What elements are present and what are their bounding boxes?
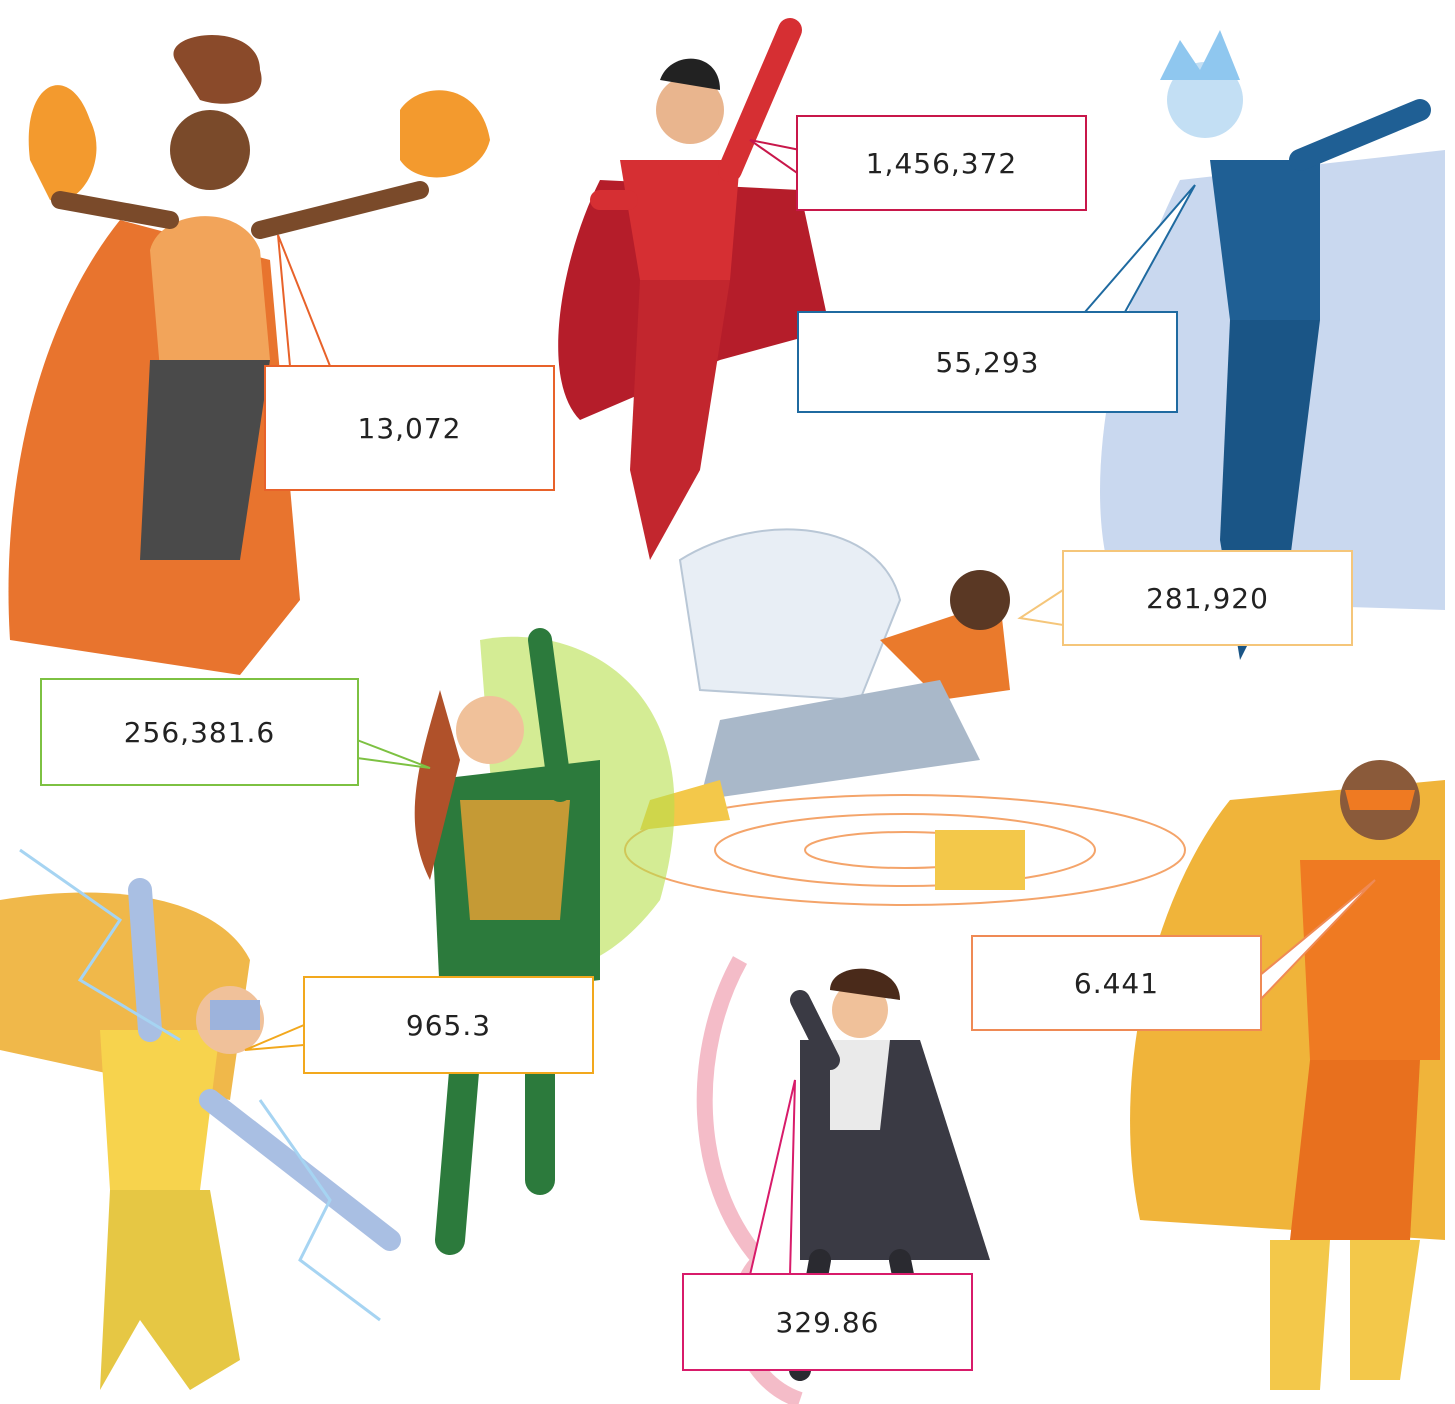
orange-hero-illustration bbox=[1130, 760, 1445, 1390]
callout-orange-value: 6.441 bbox=[1073, 966, 1160, 1000]
callout-ice bbox=[797, 311, 1178, 413]
callout-red bbox=[796, 115, 1087, 211]
callout-lightning bbox=[303, 976, 594, 1074]
callout-red-value: 1,456,372 bbox=[865, 146, 1018, 180]
callout-math-value: 281,920 bbox=[1146, 581, 1269, 615]
callout-green bbox=[40, 678, 359, 786]
callout-ice-value: 55,293 bbox=[935, 345, 1040, 379]
fire-hero-illustration bbox=[8, 35, 490, 675]
callout-math bbox=[1062, 550, 1353, 646]
callout-fire-value: 13,072 bbox=[357, 411, 462, 445]
callout-fire bbox=[264, 365, 555, 491]
lightning-hero-illustration bbox=[0, 850, 390, 1390]
callout-green-value: 256,381.6 bbox=[123, 715, 276, 749]
callout-steampunk bbox=[682, 1273, 973, 1371]
callout-orange bbox=[971, 935, 1262, 1031]
callout-lightning-value: 965.3 bbox=[405, 1008, 492, 1042]
callout-steampunk-value: 329.86 bbox=[775, 1305, 880, 1339]
green-hero-illustration bbox=[415, 637, 675, 1240]
red-hero-illustration bbox=[558, 30, 830, 560]
